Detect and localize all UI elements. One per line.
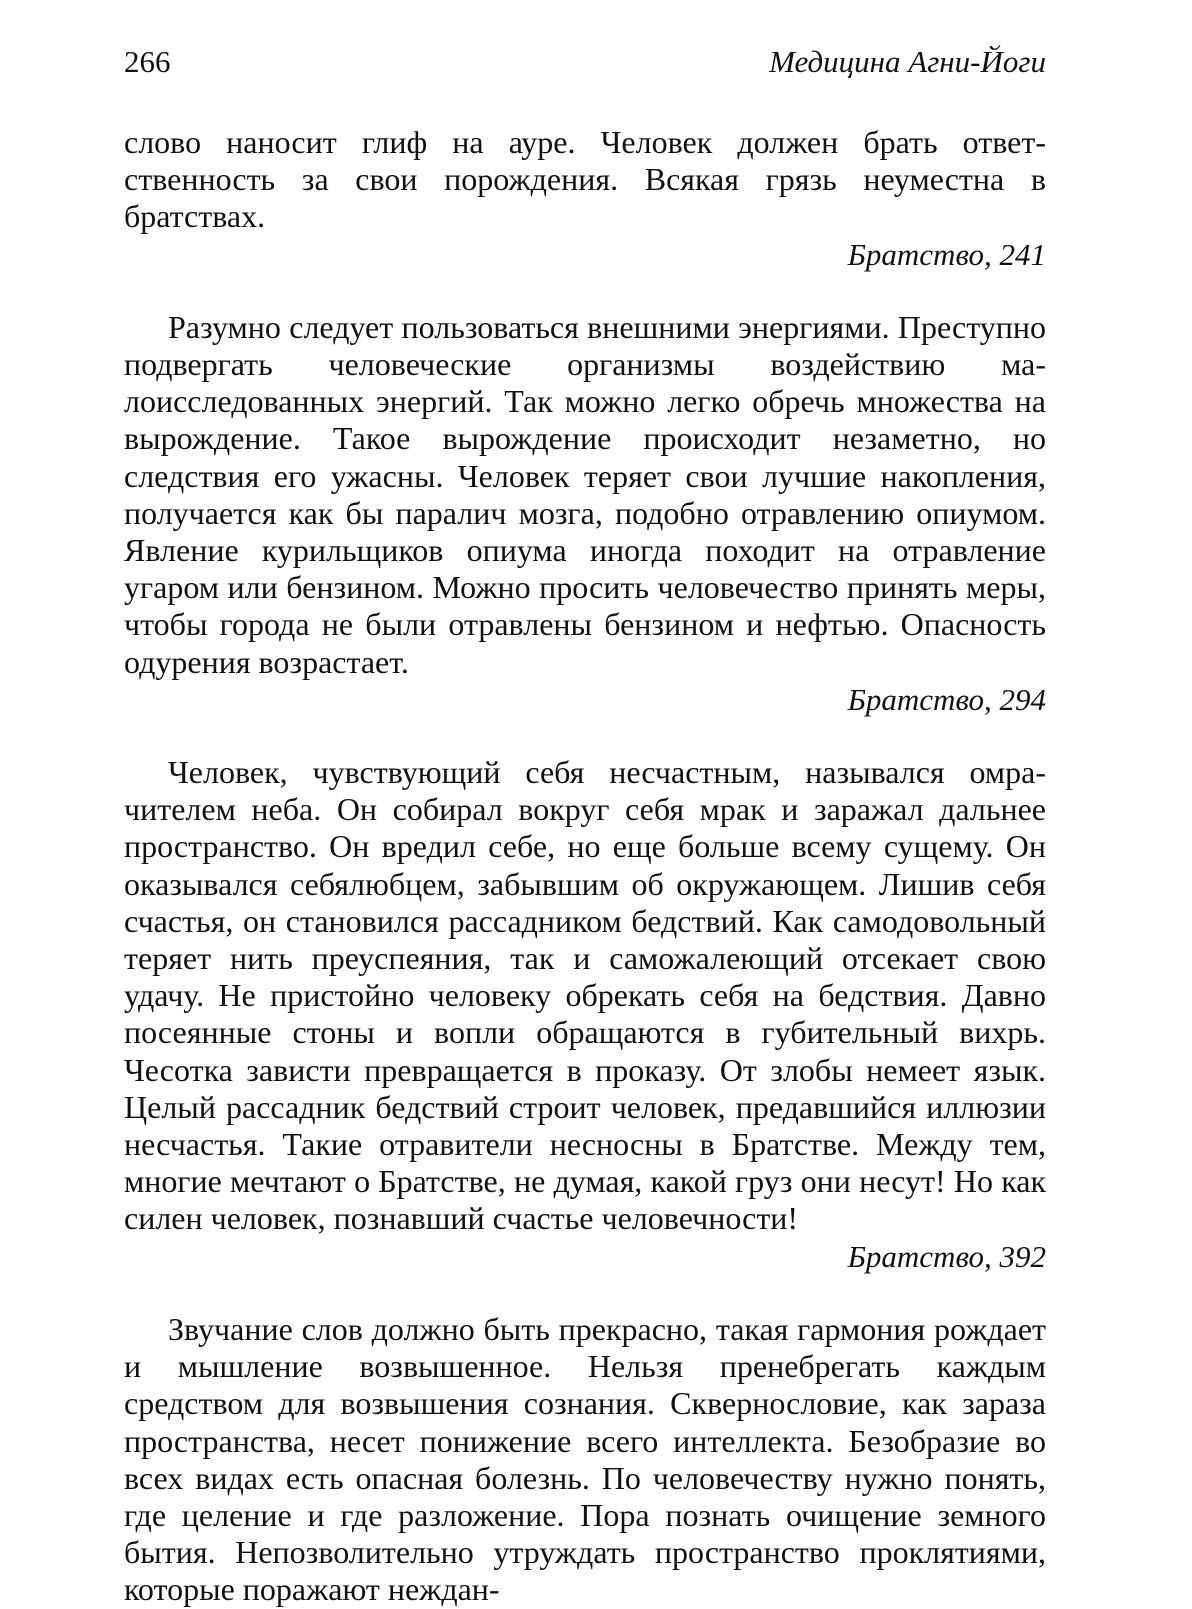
passage-text: Разумно следует пользоваться внешними энергиями. Преступно подвергать человеческие организмы воздействию малоисследованных энергий. Так можно легко обречь множества на вырождение. Такое вырождение происходит незаметно, но следствия его ужасны. Человек теряет свои лучшие накопления, получается как бы паралич мозга, подобно отравлению опиумом. Явление курильщиков опиума иногда походит на отравление угаром или бензином. Можно просить человечество принять меры, чтобы города не были отравлены бензином и нефтью. Опасность одурения возрастает. (124, 308, 1046, 680)
section-gap (124, 718, 1046, 754)
section-gap (124, 1275, 1046, 1311)
passage-source: Братство, 392 (847, 1238, 1046, 1274)
passage-text: Звучание слов должно быть прекрасно, такая гармония рождает и мышление возвышенное. Нельзя пренебрегать каждым средством для возвышения сознания. Сквернословие, как зараза пространства, несет понижение всего интеллекта. Безобразие во всех видах есть опасная болезнь. По человечеству нужно понять, где целение и где разложение. Пора познать очищение земного бытия. Непозволительно утруждать пространство проклятиями, которые поражают неждан- (124, 1310, 1046, 1608)
passage-source: Братство, 294 (847, 681, 1046, 717)
book-page (124, 0, 1046, 1608)
section-gap (124, 273, 1046, 309)
book-title: Медицина Агни-Йоги (769, 44, 1046, 79)
body-text (124, 124, 1046, 1609)
running-head (124, 44, 1046, 84)
page-number: 266 (124, 44, 171, 79)
passage-source: Братство, 241 (847, 236, 1046, 272)
passage-text: Человек, чувствующий себя несчастным, назывался омрачителем неба. Он собирал вокруг себя мрак и заражал дальнее пространство. Он вредил себе, но еще больше всему сущему. Он оказывался себялюбцем, забывшим об окружающем. Лишив себя счастья, он становился рассадником бедствий. Как самодовольный теряет нить преуспеяния, так и саможалеющий отсекает свою удачу. Не пристойно человеку обрекать себя на бедствия. Давно посеянные стоны и вопли обращаются в губительный вихрь. Чесотка зависти превращается в проказу. От злобы немеет язык. Целый рассадник бедствий строит человек, предавшийся иллюзии несчастья. Такие отравители несносны в Братстве. Между тем, многие мечтают о Братстве, не думая, какой груз они несут! Но как силен человек, познавший счастье человечности! (124, 754, 1046, 1237)
passage-text: слово наносит глиф на ауре. Человек должен брать ответственность за свои порождения. Всякая грязь неуместна в братствах. (124, 124, 1046, 235)
